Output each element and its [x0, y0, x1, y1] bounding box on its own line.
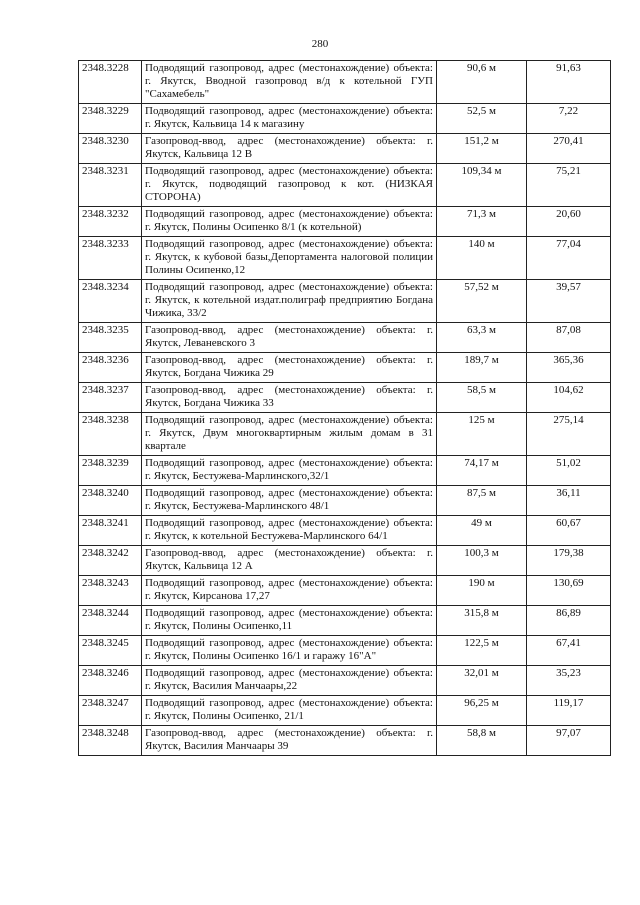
row-description: Газопровод-ввод, адрес (местонахождение) объекта: г. Якутск, Богдана Чижика 29 [142, 353, 437, 383]
row-length: 58,5 м [437, 383, 527, 413]
table-row [79, 61, 611, 104]
row-value: 275,14 [527, 413, 611, 456]
row-value: 87,08 [527, 323, 611, 353]
row-description: Подводящий газопровод, адрес (местонахождение) объекта: г. Якутск, Василия Манчаары,22 [142, 666, 437, 696]
row-length: 140 м [437, 237, 527, 280]
row-value: 104,62 [527, 383, 611, 413]
row-value: 39,57 [527, 280, 611, 323]
row-description: Газопровод-ввод, адрес (местонахождение) объекта: г. Якутск, Кальвица 12 А [142, 546, 437, 576]
row-length: 189,7 м [437, 353, 527, 383]
row-id: 2348.3240 [79, 486, 142, 516]
table-row [79, 606, 611, 636]
table-row [79, 696, 611, 726]
table-row [79, 486, 611, 516]
row-length: 190 м [437, 576, 527, 606]
row-description: Подводящий газопровод, адрес (местонахождение) объекта: г. Якутск, к кубовой базы,Депортамента налоговой полиции Полины Осипенко,12 [142, 237, 437, 280]
row-value: 77,04 [527, 237, 611, 280]
table-row [79, 576, 611, 606]
row-description: Подводящий газопровод, адрес (местонахождение) объекта: г. Якутск, Вводной газопровод в/д к котельной ГУП "Сахамебель" [142, 61, 437, 104]
row-id: 2348.3229 [79, 104, 142, 134]
row-value: 365,36 [527, 353, 611, 383]
row-length: 122,5 м [437, 636, 527, 666]
row-id: 2348.3248 [79, 726, 142, 756]
row-id: 2348.3239 [79, 456, 142, 486]
table-row [79, 164, 611, 207]
row-length: 96,25 м [437, 696, 527, 726]
table-row [79, 413, 611, 456]
row-value: 51,02 [527, 456, 611, 486]
row-id: 2348.3231 [79, 164, 142, 207]
row-value: 179,38 [527, 546, 611, 576]
table-row [79, 726, 611, 756]
row-description: Подводящий газопровод, адрес (местонахождение) объекта: г. Якутск, Кальвица 14 к магазину [142, 104, 437, 134]
row-length: 90,6 м [437, 61, 527, 104]
table-row [79, 383, 611, 413]
table-row [79, 237, 611, 280]
row-description: Газопровод-ввод, адрес (местонахождение) объекта: г. Якутск, Кальвица 12 В [142, 134, 437, 164]
row-description: Подводящий газопровод, адрес (местонахождение) объекта: г. Якутск, Бестужева-Марлинского 48/1 [142, 486, 437, 516]
row-length: 74,17 м [437, 456, 527, 486]
row-description: Газопровод-ввод, адрес (местонахождение) объекта: г. Якутск, Богдана Чижика 33 [142, 383, 437, 413]
row-length: 57,52 м [437, 280, 527, 323]
row-value: 60,67 [527, 516, 611, 546]
row-value: 86,89 [527, 606, 611, 636]
row-length: 100,3 м [437, 546, 527, 576]
row-id: 2348.3246 [79, 666, 142, 696]
row-id: 2348.3236 [79, 353, 142, 383]
row-id: 2348.3242 [79, 546, 142, 576]
row-description: Подводящий газопровод, адрес (местонахождение) объекта: г. Якутск, Полины Осипенко,11 [142, 606, 437, 636]
table-row [79, 516, 611, 546]
row-description: Подводящий газопровод, адрес (местонахождение) объекта: г. Якутск, к котельной Бестужева-Марлинского 64/1 [142, 516, 437, 546]
row-value: 119,17 [527, 696, 611, 726]
registry-table [78, 60, 611, 756]
table-row [79, 104, 611, 134]
table-row [79, 323, 611, 353]
row-value: 36,11 [527, 486, 611, 516]
table-row [79, 207, 611, 237]
row-length: 125 м [437, 413, 527, 456]
row-description: Подводящий газопровод, адрес (местонахождение) объекта: г. Якутск, Полины Осипенко 16/1 и гаражу 16"А" [142, 636, 437, 666]
row-length: 315,8 м [437, 606, 527, 636]
row-value: 130,69 [527, 576, 611, 606]
row-id: 2348.3228 [79, 61, 142, 104]
page-number: 280 [311, 38, 329, 50]
row-id: 2348.3233 [79, 237, 142, 280]
row-id: 2348.3235 [79, 323, 142, 353]
row-description: Подводящий газопровод, адрес (местонахождение) объекта: г. Якутск, Полины Осипенко 8/1 (к котельной) [142, 207, 437, 237]
row-value: 97,07 [527, 726, 611, 756]
table-row [79, 666, 611, 696]
row-length: 49 м [437, 516, 527, 546]
table-row [79, 456, 611, 486]
row-length: 109,34 м [437, 164, 527, 207]
row-value: 35,23 [527, 666, 611, 696]
row-length: 87,5 м [437, 486, 527, 516]
table-row [79, 546, 611, 576]
row-description: Подводящий газопровод, адрес (местонахождение) объекта: г. Якутск, Полины Осипенко, 21/1 [142, 696, 437, 726]
row-description: Подводящий газопровод, адрес (местонахождение) объекта: г. Якутск, Кирсанова 17,27 [142, 576, 437, 606]
row-description: Газопровод-ввод, адрес (местонахождение) объекта: г. Якутск, Леваневского 3 [142, 323, 437, 353]
row-id: 2348.3241 [79, 516, 142, 546]
row-description: Подводящий газопровод, адрес (местонахождение) объекта: г. Якутск, Двум многоквартирным жилым домам в 31 квартале [142, 413, 437, 456]
row-value: 270,41 [527, 134, 611, 164]
row-description: Подводящий газопровод, адрес (местонахождение) объекта: г. Якутск, Бестужева-Марлинского,32/1 [142, 456, 437, 486]
row-id: 2348.3247 [79, 696, 142, 726]
row-id: 2348.3234 [79, 280, 142, 323]
row-value: 20,60 [527, 207, 611, 237]
table-row [79, 280, 611, 323]
row-id: 2348.3237 [79, 383, 142, 413]
table-row [79, 636, 611, 666]
row-value: 91,63 [527, 61, 611, 104]
row-value: 67,41 [527, 636, 611, 666]
row-id: 2348.3232 [79, 207, 142, 237]
table-row [79, 134, 611, 164]
row-description: Подводящий газопровод, адрес (местонахождение) объекта: г. Якутск, к котельной издат.полиграф предприятию Богдана Чижика, 33/2 [142, 280, 437, 323]
row-length: 52,5 м [437, 104, 527, 134]
row-id: 2348.3245 [79, 636, 142, 666]
row-id: 2348.3243 [79, 576, 142, 606]
row-value: 7,22 [527, 104, 611, 134]
row-length: 32,01 м [437, 666, 527, 696]
row-length: 151,2 м [437, 134, 527, 164]
row-length: 58,8 м [437, 726, 527, 756]
row-description: Газопровод-ввод, адрес (местонахождение) объекта: г. Якутск, Василия Манчаары 39 [142, 726, 437, 756]
row-id: 2348.3230 [79, 134, 142, 164]
row-description: Подводящий газопровод, адрес (местонахождение) объекта: г. Якутск, подводящий газопровод к кот. (НИЗКАЯ СТОРОНА) [142, 164, 437, 207]
row-id: 2348.3244 [79, 606, 142, 636]
row-value: 75,21 [527, 164, 611, 207]
row-length: 63,3 м [437, 323, 527, 353]
table-row [79, 353, 611, 383]
row-id: 2348.3238 [79, 413, 142, 456]
row-length: 71,3 м [437, 207, 527, 237]
